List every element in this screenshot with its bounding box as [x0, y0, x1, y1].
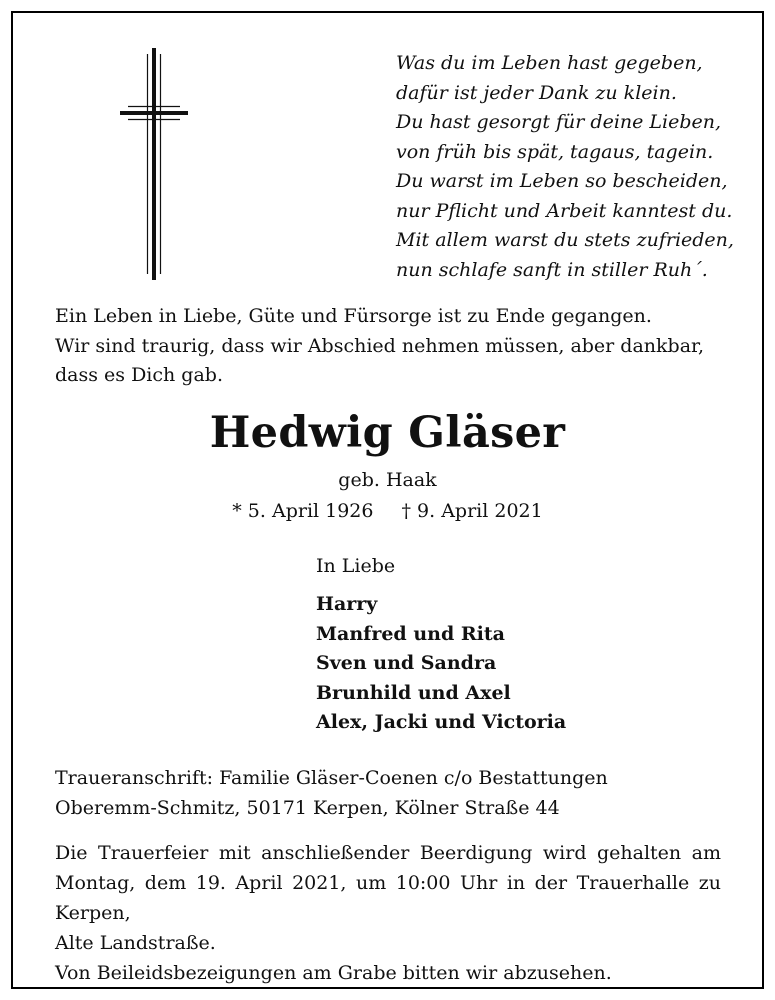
intro-line: dass es Dich gab. — [55, 364, 223, 386]
poem — [396, 49, 736, 285]
mourner-name: Brunhild und Axel — [316, 681, 511, 704]
maiden-name: geb. Haak — [338, 469, 437, 491]
intro-line: Ein Leben in Liebe, Güte und Fürsorge ist zu Ende gegangen. — [55, 305, 652, 327]
poem-line: nun schlafe sanft in stiller Ruh´. — [396, 258, 708, 281]
mourner-name: Manfred und Rita — [316, 622, 505, 645]
mourner-name: Harry — [316, 593, 378, 615]
birth-date: * 5. April 1926 — [232, 500, 374, 522]
cross-icon — [120, 48, 188, 280]
address-line: Traueranschrift: Familie Gläser-Coenen c/o Bestattungen — [55, 767, 608, 789]
mourner-name: Alex, Jacki und Victoria — [316, 711, 567, 733]
poem-line: Mit allem warst du stets zufrieden, — [396, 229, 734, 251]
mourners-heading: In Liebe — [316, 555, 396, 577]
address-line: Oberemm-Schmitz, 50171 Kerpen, Kölner Straße 44 — [55, 797, 560, 819]
deceased-name: Hedwig Gläser — [209, 408, 566, 458]
life-dates — [0, 500, 775, 522]
poem-line: Du hast gesorgt für deine Lieben, — [396, 111, 722, 133]
poem-line: von früh bis spät, tagaus, tagein. — [396, 140, 714, 163]
intro-text — [55, 302, 735, 391]
mourner-name: Sven und Sandra — [316, 652, 497, 674]
condolence-note: Von Beileidsbezeigungen am Grabe bitten wir abzusehen. — [55, 962, 612, 984]
poem-line: nur Pflicht und Arbeit kanntest du. — [396, 199, 733, 222]
intro-line: Wir sind traurig, dass wir Abschied nehmen müssen, aber dankbar, — [55, 334, 705, 357]
mourners-list — [316, 590, 566, 738]
death-date: † 9. April 2021 — [401, 500, 543, 522]
funeral-line: Alte Landstraße. — [55, 932, 216, 954]
poem-line: Was du im Leben hast gegeben, — [396, 52, 703, 74]
poem-line: dafür ist jeder Dank zu klein. — [396, 81, 677, 104]
mourning-address — [55, 763, 735, 823]
funeral-line: Die Trauerfeier mit anschließender Beerdigung wird gehalten am — [55, 842, 721, 864]
poem-line: Du warst im Leben so bescheiden, — [396, 170, 728, 192]
funeral-details — [55, 838, 721, 988]
funeral-line: Montag, dem 19. April 2021, um 10:00 Uhr in der Trauerhalle zu Kerpen, — [55, 872, 721, 924]
